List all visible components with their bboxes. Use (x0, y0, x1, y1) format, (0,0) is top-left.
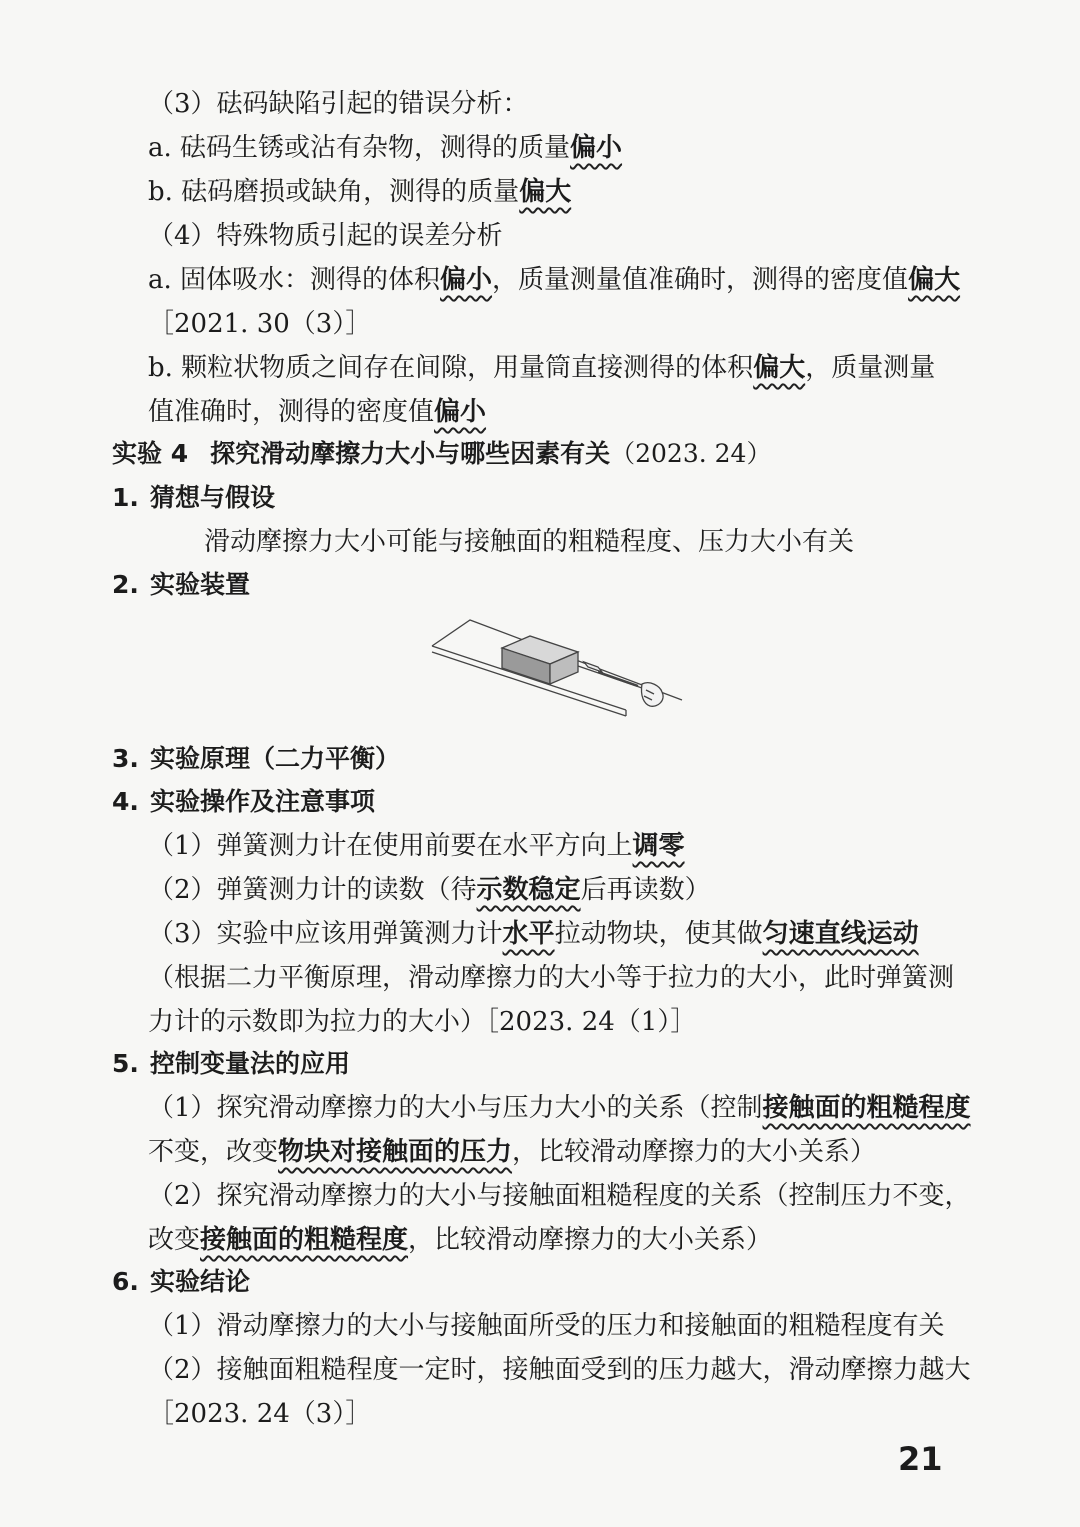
line-weight-defect-heading: （3）砝码缺陷引起的错误分析： (148, 89, 529, 119)
procedure-item-3: （3）实验中应该用弹簧测力计水平拉动物块，使其做匀速直线运动 (148, 919, 919, 949)
procedure-item-3-explanation-cont: 力计的示数即为拉力的大小）［2023. 24（1）］ (148, 1007, 697, 1037)
line-absorbent-solid: a. 固体吸水：测得的体积偏小，质量测量值准确时，测得的密度值偏大 (148, 265, 961, 295)
control-item-1: （1）探究滑动摩擦力的大小与压力大小的关系（控制接触面的粗糙程度 (148, 1093, 971, 1123)
emphasis-term: 接触面的粗糙程度 (200, 1225, 409, 1255)
emphasis-term: 偏小 (440, 265, 493, 295)
control-item-1-cont: 不变，改变物块对接触面的压力，比较滑动摩擦力的大小关系） (148, 1137, 877, 1167)
emphasis-term: 偏大 (908, 265, 961, 295)
hypothesis-text: 滑动摩擦力大小可能与接触面的粗糙程度、压力大小有关 (204, 527, 855, 557)
experiment-title: 探究滑动摩擦力大小与哪些因素有关 (210, 439, 611, 468)
emphasis-term: 水平 (502, 919, 555, 949)
control-item-2: （2）探究滑动摩擦力的大小与接触面粗糙程度的关系（控制压力不变， (148, 1181, 971, 1211)
procedure-item-3-explanation: （根据二力平衡原理，滑动摩擦力的大小等于拉力的大小，此时弹簧测 (148, 963, 955, 993)
control-item-2-cont: 改变接触面的粗糙程度，比较滑动摩擦力的大小关系） (148, 1225, 773, 1255)
emphasis-term: 调零 (632, 831, 685, 861)
emphasis-term: 匀速直线运动 (762, 919, 919, 949)
section-heading-apparatus: 2. 实验装置 (112, 570, 251, 599)
section-heading-control-variables: 5. 控制变量法的应用 (112, 1049, 351, 1078)
experiment-tag: 实验 4 (112, 439, 189, 468)
emphasis-term: 接触面的粗糙程度 (762, 1093, 971, 1123)
experiment-heading (112, 432, 771, 476)
emphasis-term: 偏小 (434, 397, 487, 427)
exam-reference: ［2023. 24（3）］ (148, 1399, 372, 1429)
procedure-item-1: （1）弹簧测力计在使用前要在水平方向上调零 (148, 831, 685, 861)
emphasis-term: 偏小 (570, 133, 623, 163)
page-number: 21 (898, 1440, 943, 1478)
apparatus-illustration (430, 612, 690, 724)
section-heading-hypothesis: 1. 猜想与假设 (112, 483, 276, 512)
emphasis-term: 物块对接触面的压力 (278, 1137, 513, 1167)
section-heading-conclusion: 6. 实验结论 (112, 1267, 251, 1296)
section-heading-procedure: 4. 实验操作及注意事项 (112, 787, 376, 816)
emphasis-term: 偏大 (519, 177, 572, 207)
experiment-reference: （2023. 24） (610, 439, 772, 468)
line-worn-weight: b. 砝码磨损或缺角，测得的质量偏大 (148, 177, 572, 207)
exam-reference: ［2021. 30（3）］ (148, 309, 372, 339)
line-granular-density: 值准确时，测得的密度值偏小 (148, 397, 487, 427)
line-special-material-heading: （4）特殊物质引起的误差分析 (148, 221, 503, 251)
line-granular-material: b. 颗粒状物质之间存在间隙，用量筒直接测得的体积偏大，质量测量 (148, 353, 936, 383)
emphasis-term: 偏大 (753, 353, 806, 383)
conclusion-item-2: （2）接触面粗糙程度一定时，接触面受到的压力越大，滑动摩擦力越大 (148, 1355, 971, 1385)
procedure-item-2: （2）弹簧测力计的读数（待示数稳定后再读数） (148, 875, 711, 905)
section-heading-principle: 3. 实验原理（二力平衡） (112, 744, 401, 773)
line-rusted-weight: a. 砝码生锈或沾有杂物，测得的质量偏小 (148, 133, 623, 163)
conclusion-item-1: （1）滑动摩擦力的大小与接触面所受的压力和接触面的粗糙程度有关 (148, 1311, 945, 1341)
emphasis-term: 示数稳定 (476, 875, 581, 905)
